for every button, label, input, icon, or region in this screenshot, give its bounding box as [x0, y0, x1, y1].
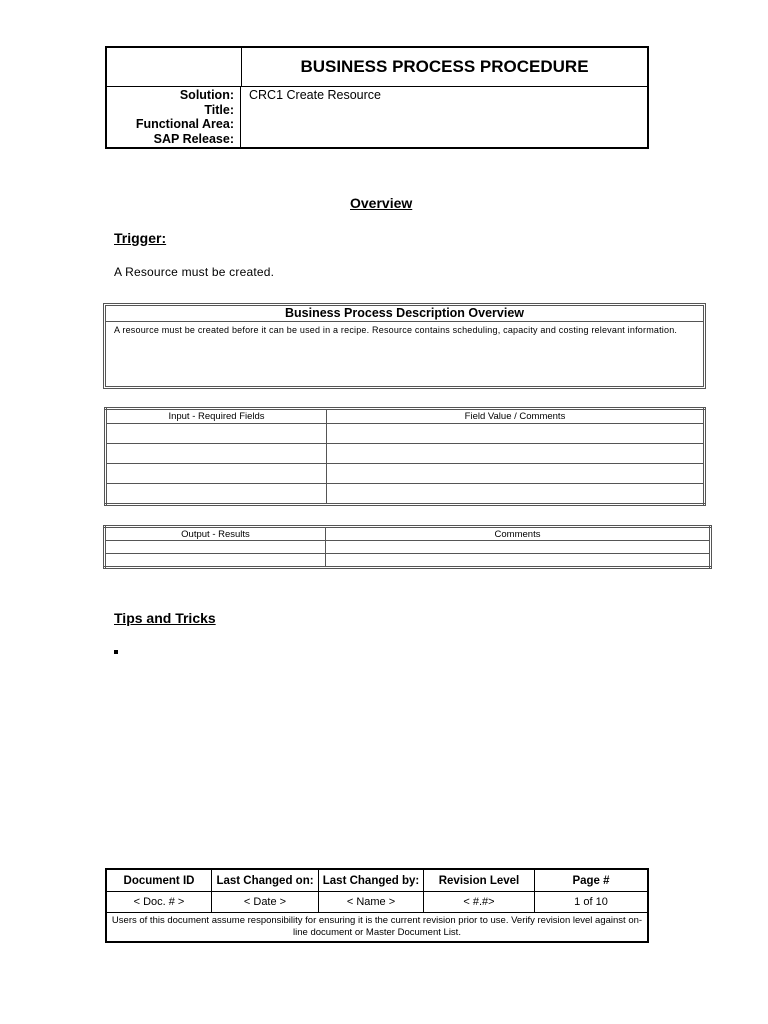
description-text: A resource must be created before it can be used in a recipe. Resource contains scheduling, capacity and costing relevant information. [114, 325, 678, 335]
output-table [103, 525, 712, 569]
output-cell[interactable] [326, 541, 711, 554]
footer-doc-id: < Doc. # > [106, 892, 212, 913]
output-cell[interactable] [326, 554, 711, 568]
input-header-fields: Input - Required Fields [106, 409, 327, 424]
solution-label: Solution: [179, 88, 234, 102]
input-cell[interactable] [327, 444, 705, 464]
footer-header-revision-level: Revision Level [424, 869, 535, 892]
output-cell[interactable] [105, 554, 326, 568]
footer-revision-level: < #.#> [424, 892, 535, 913]
logo-cell [107, 48, 242, 87]
input-cell[interactable] [106, 484, 327, 505]
footer-last-changed-on: < Date > [212, 892, 319, 913]
input-cell[interactable] [106, 444, 327, 464]
input-cell[interactable] [327, 484, 705, 505]
footer-header-page: Page # [535, 869, 649, 892]
overview-heading: Overview [350, 195, 413, 211]
output-header-comments: Comments [326, 527, 711, 541]
footer-table [105, 868, 649, 943]
input-cell[interactable] [106, 464, 327, 484]
bullet-icon [114, 650, 118, 654]
input-cell[interactable] [106, 424, 327, 444]
trigger-heading: Trigger: [114, 230, 167, 246]
sap-release-label: SAP Release: [153, 131, 234, 146]
trigger-text: A Resource must be created. [114, 265, 275, 279]
footer-last-changed-by: < Name > [319, 892, 424, 913]
title-label: Title: [204, 102, 234, 117]
input-table [104, 407, 706, 506]
header-labels [107, 87, 241, 147]
document-title: BUSINESS PROCESS PROCEDURE [242, 48, 647, 87]
description-overview-box [103, 303, 706, 389]
footer-page-number: 1 of 10 [535, 892, 649, 913]
title-value: CRC1 Create Resource [249, 88, 381, 102]
description-title: Business Process Description Overview [106, 306, 703, 322]
input-header-comments: Field Value / Comments [327, 409, 705, 424]
functional-area-label: Functional Area: [135, 117, 234, 131]
header-table [105, 46, 649, 149]
footer-header-last-changed-on: Last Changed on: [212, 869, 319, 892]
footer-note: Users of this document assume responsibility for ensuring it is the current revision prior to use. Verify revision level against on-line document or Master Document List. [106, 913, 648, 943]
output-header-results: Output - Results [105, 527, 326, 541]
input-cell[interactable] [327, 424, 705, 444]
tips-heading: Tips and Tricks [114, 610, 216, 626]
input-cell[interactable] [327, 464, 705, 484]
footer-header-doc-id: Document ID [106, 869, 212, 892]
footer-header-last-changed-by: Last Changed by: [319, 869, 424, 892]
output-cell[interactable] [105, 541, 326, 554]
header-values [242, 87, 647, 147]
